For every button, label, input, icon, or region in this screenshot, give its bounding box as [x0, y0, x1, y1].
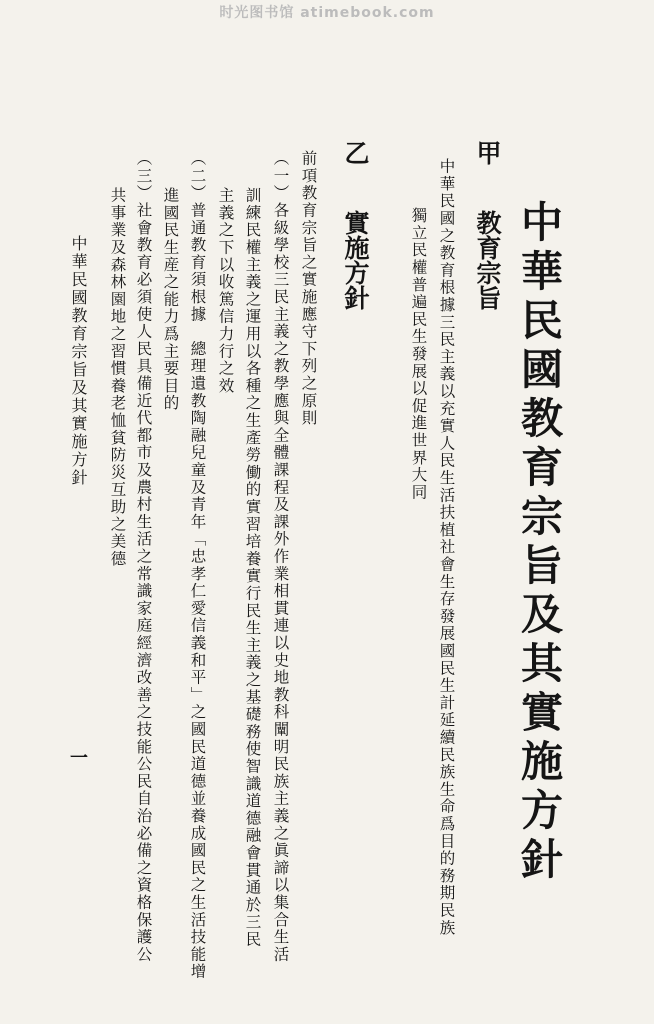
item-2-line-2: 進國民生産之能力爲主要目的	[161, 187, 180, 412]
item-1-line-2: 訓練民權主義之運用以各種之生產勞働的實習培養實行民生主義之基礎務使智識道德融會貫通於三民	[243, 187, 262, 949]
section-a-mark: 甲	[473, 140, 502, 165]
site-watermark: 时光图书馆 atimebook.com	[219, 5, 435, 21]
item-1-line-1: （一）各級學校三民主義之教學應與全體課程及課外作業相貫連以史地教科闡明民族主義之眞諦以集合生活	[271, 150, 290, 964]
item-2-line-1: （二）普通教育須根據 總理遺教陶融兒童及青年「忠孝仁愛信義和平」之國民道德並養成國民之生活技能增	[188, 150, 207, 981]
section-b-title: 實施方針	[341, 210, 370, 310]
section-a-paragraph-line-2: 獨立民權普遍民生發展以促進世界大同	[409, 207, 428, 502]
running-title: 中華民國教育宗旨及其實施方針	[69, 235, 88, 487]
section-b-intro: 前項教育宗旨之實施應守下列之原則	[299, 150, 318, 427]
page-title: 中華民國教育宗旨及其實施方針	[515, 200, 564, 886]
section-b-heading	[343, 140, 368, 310]
section-a-paragraph-line-1: 中華民國之教育根據三民主義以充實人民生活扶植社會生存發展國民生計延續民族生命爲目的務期民族	[437, 158, 456, 937]
section-a-heading	[475, 140, 500, 310]
item-1-line-3: 主義之下以收篤信力行之效	[216, 187, 235, 395]
item-3-line-1: （三）社會教育必須使人民具備近代都市及農村生活之常識家庭經濟改善之技能公民自治必備之資格保護公	[134, 150, 153, 964]
item-3-line-2: 共事業及森林園地之習慣養老恤貧防災互助之美德	[108, 187, 127, 568]
section-b-mark: 乙	[341, 140, 370, 165]
page-number: 一	[67, 748, 88, 766]
section-a-title: 教育宗旨	[473, 210, 502, 310]
